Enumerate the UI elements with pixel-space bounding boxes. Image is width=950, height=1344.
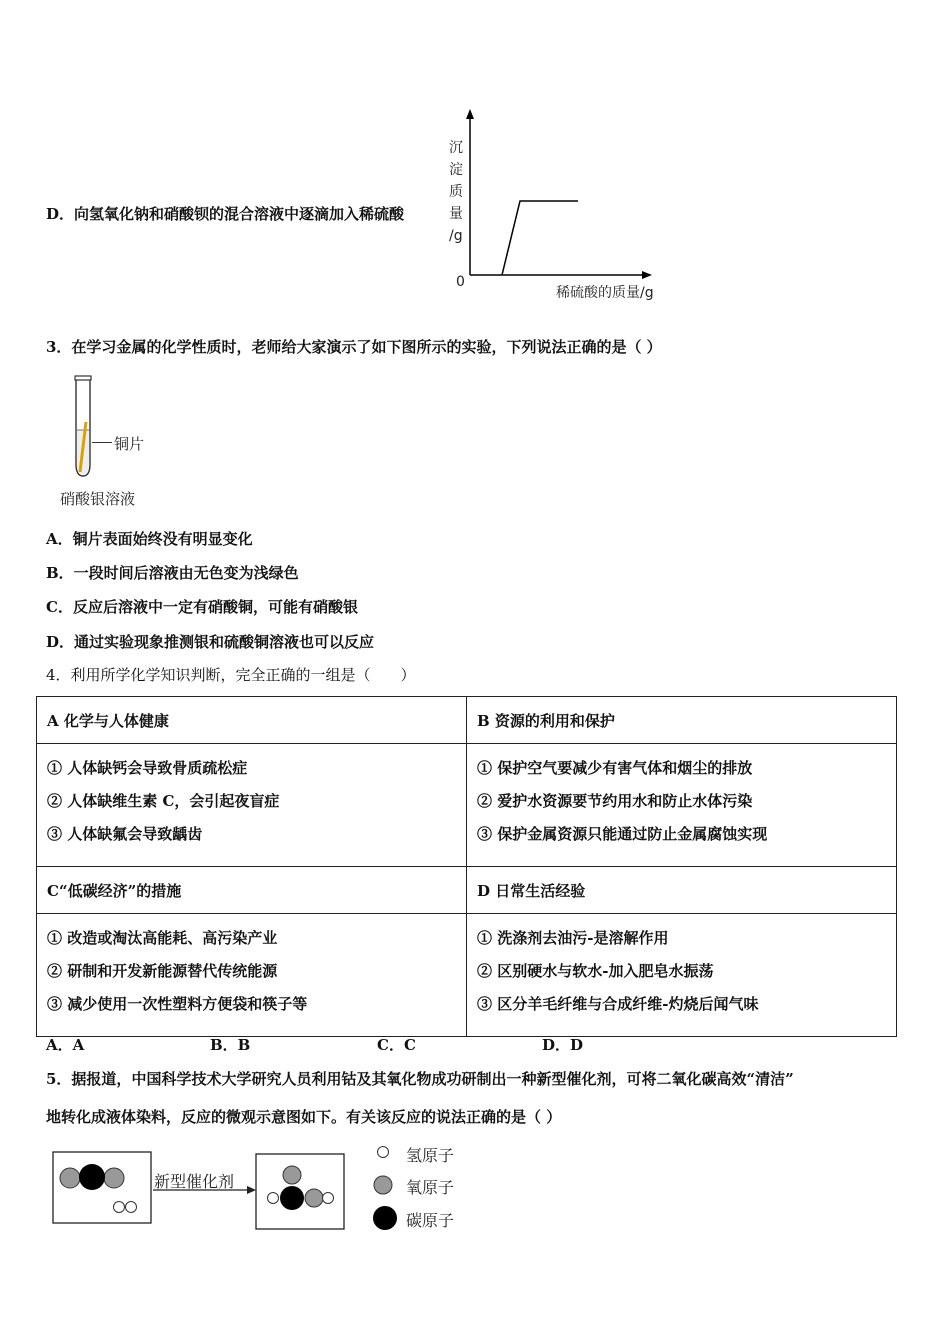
cell-d-items — [467, 914, 897, 1037]
atom-legend — [370, 1142, 400, 1232]
copper-pointer-line — [92, 442, 112, 443]
list-item: ② 人体缺维生素 C，会引起夜盲症 — [47, 792, 280, 810]
hydrogen-atom — [126, 1202, 137, 1213]
legend-oxygen: 氧原子 — [406, 1178, 455, 1197]
oxygen-atom — [305, 1189, 323, 1207]
list-item: ① 人体缺钙会导致骨质疏松症 — [47, 759, 248, 777]
hydrogen-atom — [323, 1193, 334, 1204]
graph-origin: 0 — [456, 274, 465, 290]
cell-a-title: A 化学与人体健康 — [37, 697, 467, 744]
oxygen-atom — [60, 1168, 80, 1188]
q4-table — [36, 696, 897, 1037]
hydrogen-atom — [268, 1193, 279, 1204]
q4-choice-d: D．D — [542, 1036, 584, 1054]
q3-option-b: B．一段时间后溶液由无色变为浅绿色 — [46, 564, 299, 582]
catalyst-label: 新型催化剂 — [154, 1172, 235, 1191]
precipitate-graph — [440, 105, 680, 305]
list-item: ① 洗涤剂去油污-是溶解作用 — [477, 929, 669, 947]
q4-stem: 4．利用所学化学知识判断，完全正确的一组是（ ） — [46, 666, 416, 684]
q4-choice-c: C．C — [377, 1036, 416, 1054]
list-item: ③ 区分羊毛纤维与合成纤维-灼烧后闻气味 — [477, 995, 759, 1013]
q4-choice-b: B．B — [210, 1036, 251, 1054]
legend-carbon: 碳原子 — [406, 1211, 455, 1230]
x-axis-arrow — [642, 271, 652, 279]
q3-option-d: D．通过实验现象推测银和硫酸铜溶液也可以反应 — [46, 633, 375, 651]
list-item: ③ 减少使用一次性塑料方便袋和筷子等 — [47, 995, 308, 1013]
q5-stem-line1: 5．据报道，中国科学技术大学研究人员利用钴及其氧化物成功研制出一种新型催化剂，可将二氧化碳高效“清洁” — [46, 1070, 794, 1088]
q3-stem: 3．在学习金属的化学性质时，老师给大家演示了如下图所示的实验，下列说法正确的是（ ） — [46, 338, 662, 356]
q4-choice-a: A．A — [46, 1036, 85, 1054]
list-item: ② 研制和开发新能源替代传统能源 — [47, 962, 278, 980]
solution-label: 硝酸银溶液 — [60, 490, 136, 508]
list-item: ③ 人体缺氟会导致龋齿 — [47, 825, 203, 843]
cell-c-title: C“低碳经济”的措施 — [37, 867, 467, 914]
hydrogen-atom — [114, 1202, 125, 1213]
oxygen-atom — [283, 1166, 301, 1184]
oxygen-legend-icon — [374, 1176, 392, 1194]
cell-d-title: D 日常生活经验 — [467, 867, 897, 914]
list-item: ② 区别硬水与软水-加入肥皂水振荡 — [477, 962, 714, 980]
list-item: ① 保护空气要减少有害气体和烟尘的排放 — [477, 759, 753, 777]
test-tube-figure — [66, 372, 106, 484]
q3-option-c: C．反应后溶液中一定有硝酸铜，可能有硝酸银 — [46, 598, 358, 616]
hydrogen-legend-icon — [378, 1147, 389, 1158]
cell-a-items — [37, 744, 467, 867]
q3-option-a: A．铜片表面始终没有明显变化 — [46, 530, 253, 548]
cell-b-items — [467, 744, 897, 867]
carbon-legend-icon — [373, 1206, 397, 1230]
y-axis-arrow — [466, 109, 474, 119]
list-item: ② 爱护水资源要节约用水和防止水体污染 — [477, 792, 753, 810]
graph-x-label: 稀硫酸的质量/g — [556, 285, 654, 301]
precipitate-curve — [502, 201, 578, 275]
cell-b-title: B 资源的利用和保护 — [467, 697, 897, 744]
legend-hydrogen: 氢原子 — [406, 1146, 455, 1165]
graph-y-label: 沉 淀 质 量 /g — [449, 140, 463, 244]
list-item: ③ 保护金属资源只能通过防止金属腐蚀实现 — [477, 825, 768, 843]
carbon-atom — [280, 1186, 304, 1210]
list-item: ① 改造或淘汰高能耗、高污染产业 — [47, 929, 278, 947]
q5-stem-line2: 地转化成液体染料，反应的微观示意图如下。有关该反应的说法正确的是（ ） — [46, 1108, 562, 1126]
carbon-atom — [79, 1164, 105, 1190]
oxygen-atom — [104, 1168, 124, 1188]
q2-option-d: D．向氢氧化钠和硝酸钡的混合溶液中逐滴加入稀硫酸 — [46, 205, 405, 223]
copper-label: 铜片 — [114, 435, 145, 453]
cell-c-items — [37, 914, 467, 1037]
